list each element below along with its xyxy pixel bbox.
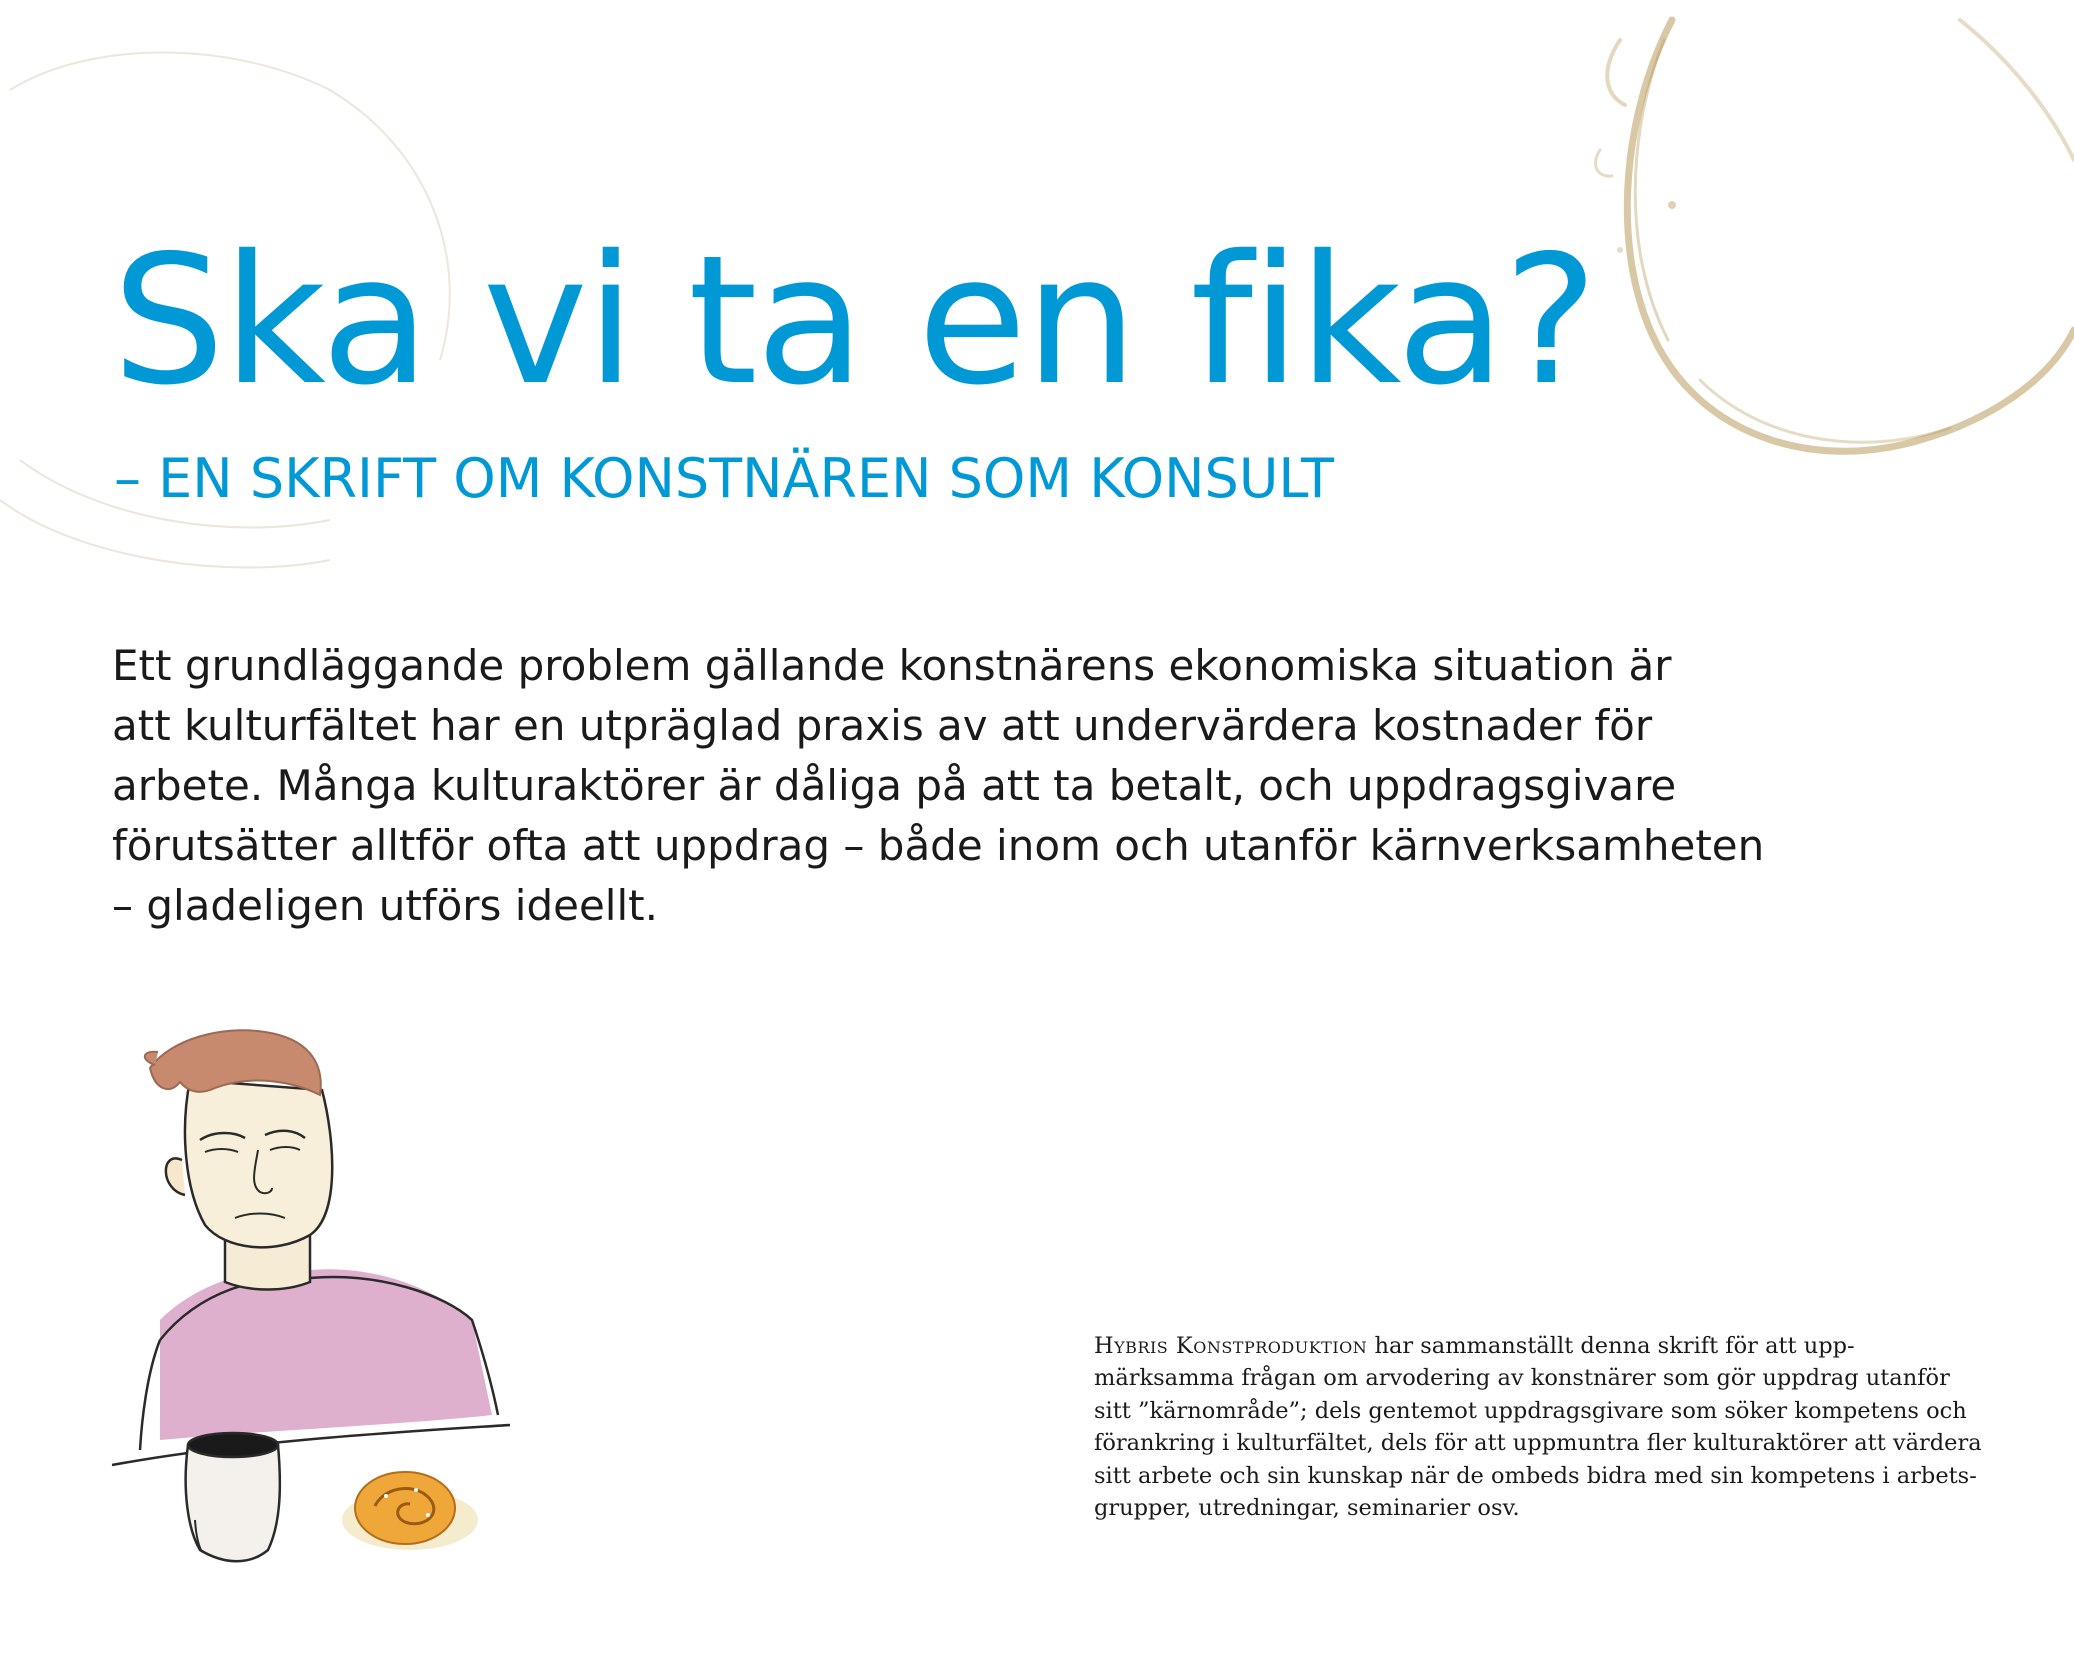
credit-line: sitt arbete och sin kunskap när de ombeds bidra med sin kompetens i arbets- <box>1094 1462 1977 1489</box>
coffee-cup <box>186 1445 280 1561</box>
intro-line: att kulturfältet har en utpräglad praxis av att undervärdera kostnader för <box>112 701 1653 750</box>
shirt-shape <box>160 1269 492 1440</box>
page-title: Ska vi ta en fika? <box>112 217 1596 424</box>
coffee-ring-right-icon <box>1596 20 2074 451</box>
cinnamon-bun <box>342 1472 478 1550</box>
credit-paragraph <box>1094 1330 1982 1524</box>
intro-line: – gladeligen utförs ideellt. <box>112 881 658 930</box>
page-subtitle: – EN SKRIFT OM KONSTNÄREN SOM KONSULT <box>114 447 1334 510</box>
face-shape <box>185 1080 332 1247</box>
credit-line: märksamma frågan om arvodering av konstnärer som gör uppdrag utanför <box>1094 1365 1950 1392</box>
credit-first-line <box>1094 1330 1974 1362</box>
credit-line: har sammanställt denna skrift för att upp- <box>1367 1333 1855 1359</box>
person-with-coffee-and-cinnamon-bun-illustration <box>100 1020 520 1580</box>
ear-shape <box>166 1158 185 1195</box>
credit-line: grupper, utredningar, seminarier osv. <box>1094 1495 1520 1522</box>
intro-line: Ett grundläggande problem gällande konstnärens ekonomiska situation är <box>112 641 1672 690</box>
intro-line: förutsätter alltför ofta att uppdrag – både inom och utanför kärnverksamheten <box>112 821 1765 870</box>
organization-name: Hybris Konstproduktion <box>1094 1333 1368 1359</box>
intro-line: arbete. Många kulturaktörer är dåliga på att ta betalt, och uppdragsgivare <box>112 761 1677 810</box>
intro-paragraph <box>112 636 1932 936</box>
credit-line: förankring i kulturfältet, dels för att uppmuntra fler kulturaktörer att värdera <box>1094 1430 1982 1457</box>
credit-line: sitt ”kärnområde”; dels gentemot uppdragsgivare som söker kompetens och <box>1094 1397 1967 1424</box>
